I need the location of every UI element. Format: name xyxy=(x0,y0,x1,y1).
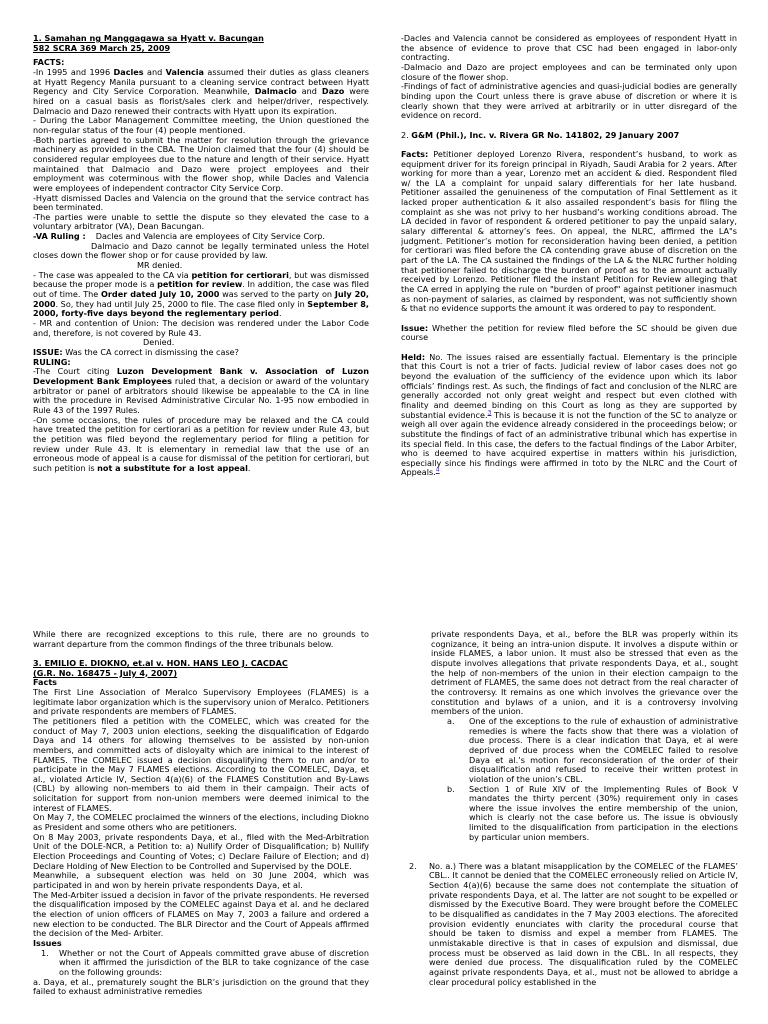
facts-heading: FACTS: xyxy=(33,57,65,68)
facts-paragraph: The Med-Arbiter issued a decision in favor of the private respondents. He reversed the disqualification imposed by the COMELEC against Daya et al. and he declared the election of union officers of FLAMES on May 7, 2003 a failure and ordered a new election to be conducted. The BLR Director and the Court of Appeals affirmed the decision of the Med- Arbiter. xyxy=(33,889,369,939)
ruling-paragraph: -On some occasions, the rules of procedure may be relaxed and the CA could have treated the petition for certiorari as a petition for review under Rule 43, but the petition was filed beyond the reglementary period for filing a petition for review under Rule 43. It is elementary in remedial law that the use of an erroneous mode of appeal is a cause for dismissal of the petition for certiorari, but such petition is not a substitute for a lost appeal. xyxy=(33,414,369,473)
denied-label: Denied. xyxy=(143,337,175,348)
ruling-item-a: a. One of the exceptions to the rule of exhaustion of administrative remedies is where the facts show that there was a violation of due process. There is a clear indication that Daya, et al were deprived of due process when the COMELEC failed to resolve Daya et al.’s motion for reconsideration of the order of their disqualification and refused to receive their written protest in violation of the union’s CBL. xyxy=(447,715,738,784)
case1-title: 1. Samahan ng Manggagawa sa Hyatt v. Bacungan xyxy=(33,34,264,43)
issue-line: ISSUE: Was the CA correct in dismissing the case? xyxy=(33,347,239,357)
facts-paragraph: -Both parties agreed to submit the matter for resolution through the grievance machinery as provided in the CBA. The Union claimed that the four (4) should be considered regular employees due to the nature and length of their service. Hyatt maintained that Dalmacio and Dazo were project employees and their employment was coterminous with the flower shop, while Dacles and Valencia were employees of independent contractor City Service Corp. xyxy=(33,134,369,193)
facts-paragraph: Meanwhile, a subsequent election was held on 30 June 2004, which was participated in and won by herein private respondents Daya, et al. xyxy=(33,870,369,891)
ruling-heading: RULING: xyxy=(33,356,71,367)
case3-title: 3. EMILIO E. DIOKNO, et.al v. HON. HANS LEO J. CACDAC xyxy=(33,657,288,668)
facts-paragraph: - During the Labor Management Committee meeting, the Union questioned the non-regular status of the four (4) people mentioned. xyxy=(33,115,369,135)
case3-ruling-column xyxy=(401,630,738,1024)
ruling-item-2: 2. No. a.) There was a blatant misapplication by the COMELEC of the FLAMES’ CBL.. It cannot be denied that the COMELEC erroneously relied on Article IV, Section 4(a)(6) because the same does not contemplate the situation of private respondents Daya, et al. The latter are not sought to be expelled or dismissed by the Executive Board. They were brought before the COMELEC to be disqualified as candidates in the 7 May 2003 elections. The aforecited provision evidently enunciates with clarity the procedural course that should be taken to dismiss and expel a member from FLAMES. The unmistakable directive is that in cases of expulsion and dismissal, due process must be observed as laid down in the CBL. In all respects, they were denied due process. The disqualification ruled by the COMELEC against private respondents Daya, et al., must not be allowed to abridge a clear procedural policy established in the xyxy=(409,860,738,987)
ruling-paragraph: -Dacles and Valencia cannot be considered as employees of respondent Hyatt in the absence of evidence to prove that CSC had been engaged in labor-only contracting. xyxy=(401,34,737,63)
ruling-paragraph: -Findings of fact of administrative agencies and quasi-judicial bodies are generally binding upon the Court unless there is grave abuse of discretion or where it is clearly shown that they were arrived at arbitrarily or in utter disregard of the evidence on record. xyxy=(401,81,737,121)
footnote-3-link[interactable]: 3 xyxy=(487,408,492,416)
case1-citation: 582 SCRA 369 March 25, 2009 xyxy=(33,42,171,53)
case3-citation: (G.R. No. 168475 - July 4, 2007) xyxy=(33,667,178,678)
issue-item: 1. Whether or not the Court of Appeals committed grave abuse of discretion when it affirmed the jurisdiction of the BLR to take cognizance of the case on the following grounds: xyxy=(41,947,369,977)
footnote-4-link[interactable]: 4 xyxy=(435,466,440,474)
intro-paragraph: While there are recognized exceptions to this rule, there are no grounds to warrant departure from the common findings of the three tribunals below. xyxy=(33,630,369,649)
case2-held: Held: No. The issues raised are essentially factual. Elementary is the principle that this Court is not a trier of facts. Judicial review of labor cases does not go beyond the evaluation of the sufficiency of the evidence upon which its labor officials’ findings rest. As such, the findings of fact and conclusion of the NLRC are generally accorded not only great weight and respect but even clothed with finality and deemed binding on this Court as long as they are supported by substantial evidence.$^3$ This is because it is not the function of the SC to analyze or weigh all over again the evidence already considered in the proceedings below; or substitute the findings of fact of an administrative tribunal which has expertise in its special field. In this case, the defers to the factual findings of the Labor Arbiter, who is deemed to have acquired expertise in matters within his jurisdiction, especially since his findings were affirmed in toto by the NLRC and the Court of Appeals.$^4$ xyxy=(401,351,737,478)
facts-paragraph: The petitioners filed a petition with the COMELEC, which was created for the conduct of May 7, 2003 union elections, seeking the disqualification of Edgardo Daya and 14 others for allowing themselves to be assisted by non-union members, and committed acts of disloyalty which are inimical to the interest of FLAMES. The COMELEC issued a decision disqualifying them to run and/or to participate in the May 7 FLAMES elections. According to the COMELEC, Daya, et al., violated Article IV, Section 4(a)(6) of the FLAMES Constitution and By-Laws (CBL) by allowing non-members to aid them in their campaign. Their acts of solicitation for support from non-union members were deemed inimical to the interest of FLAMES. xyxy=(33,715,369,813)
ruling-item-b: b. Section 1 of Rule XIV of the Implementing Rules of Book V mandates the thirty percent (30%) requirement only in cases where the issue involves the entire membership of the union, which is clearly not the case before us. The issue is obviously limited to the disqualification from participation in the elections by particular union members. xyxy=(447,783,738,842)
facts-paragraph: The First Line Association of Meralco Supervisory Employees (FLAMES) is a legitimate labor organization which is the supervisory union of Meralco. Petitioners and private respondents are members of FLAMES. xyxy=(33,686,369,717)
case2-issue: Issue: Whether the petition for review filed before the SC should be given due course xyxy=(401,322,737,343)
facts-paragraph: -In 1995 and 1996 Dacles and Valencia assumed their duties as glass cleaners at Hyatt Regency Manila pursuant to a cleaning service contract between Hyatt Regency and City Service Corporation. Meanwhile, Dalmacio and Dazo were hired on a casual basis as florist/sales clerk and helper/driver, respectively. Dalmacio and Dazo renewed their contracts with Hyatt upon its expiration. xyxy=(33,66,369,116)
mr-denied: MR denied. xyxy=(137,260,183,271)
case3-column xyxy=(33,630,369,1024)
mr-paragraph: - MR and contention of Union: The decision was rendered under the Labor Code and, therefore, is not covered by Rule 43. xyxy=(33,318,369,338)
facts-paragraph: -The parties were unable to settle the dispute so they elevated the case to a voluntary arbitrator (VA), Dean Bacungan. xyxy=(33,211,369,232)
issue-subitem: a. Daya, et al., prematurely sought the BLR’s jurisdiction on the ground that they failed to exhaust administrative remedies xyxy=(33,976,369,997)
issues-heading: Issues xyxy=(33,937,62,948)
case2-title: 2. G&M (Phil.), Inc. v. Rivera GR No. 141802, 29 January 2007 xyxy=(401,129,680,140)
facts-paragraph: On May 7, the COMELEC proclaimed the winners of the elections, including Diokno as President and some others who are petitioners. xyxy=(33,812,369,833)
facts-paragraph: On 8 May 2003, private respondents Daya, et al., filed with the Med-Arbitration Unit of the DOLE-NCR, a Petition to: a) Nullify Order of Disqualification; b) Nullify Election Proceedings and Counting of Votes; c) Declare Failure of Election; and d) Declare Holding of New Election to be Controlled and Supervised by the DOLE. xyxy=(33,831,369,871)
facts-paragraph: -Hyatt dismissed Dacles and Valencia on the ground that the service contract has been terminated. xyxy=(33,192,369,213)
ruling-paragraph: private respondents Daya, et al., before the BLR was properly within its cognizance, it being an intra-union dispute. It involves a dispute within or inside FLAMES, a labor union. It must also be stressed that even as the dispute involves allegations that private respondents Daya, et al., sought the help of non-members of the union in their election campaign to the detriment of FLAMES, the same does not detract from the real character of the controversy. It remains as one which involves the grievance over the constitution and bylaws of a union, and it is a controversy involving members of the union. xyxy=(431,630,738,717)
facts-heading: Facts xyxy=(33,677,58,688)
va-ruling-cont: Dalmacio and Dazo cannot be legally terminated unless the Hotel closes down the flower shop or for cause provided by law. xyxy=(33,240,369,261)
appeal-paragraph: - The case was appealed to the CA via petition for certiorari, but was dismissed because the proper mode is a petition for review. In addition, the case was filed out of time. The Order dated July 10, 2000 was served to the party on July 20, 2000. So, they had until July 25, 2000 to file. The case filed only in September 8, 2000, forty-five days beyond the reglementary period. xyxy=(33,269,369,319)
case1-column xyxy=(33,34,369,554)
ruling-paragraph: -The Court citing Luzon Development Bank v. Association of Luzon Development Bank Employees ruled that, a decision or award of the voluntary arbitrator or panel of arbitrators should likewise be appealable to the CA in line with the procedure in Revised Administrative Circular No. 1-95 now embodied in Rule 43 of the 1997 Rules. xyxy=(33,366,369,415)
va-ruling: -VA Ruling : Dacles and Valencia are employees of City Service Corp. xyxy=(33,231,325,242)
ruling-paragraph: -Dalmacio and Dazo are project employees and can be terminated only upon closure of the flower shop. xyxy=(401,61,737,82)
case2-facts: Facts: Petitioner deployed Lorenzo Rivera, respondent’s husband, to work as equipment driver for its foreign principal in Riyadh, Saudi Arabia for 2 years. After working for more than a year, Lorenzo met an accident & died. Respondent filed w/ the LA a complaint for unpaid salary differentials for her late husband. Petitioner assailed the genuineness of the computation of Final Settlement as it lacked proper authentication & it also assailed respondent’s basis for filing the complaint as she was not privy to her husband’s working conditions abroad. The LA decided in favor of respondent & ordered petitioner to pay the unpaid salary, salary differental & attorney’s fees. On appeal, the NLRC, affirmed the LA"s judgment. Petitioner’s motion for reconsideration having been denied, a petition for certiorari was filed before the CA contending grave abuse of discretion on the part of the LA. The CA sustained the findings of the LA & the NLRC further holding that petitioner failed to discharge the burden of proof as to the amount actually received by Lorenzo. Petitioner filed the instant Petition for Review alleging that the CA erred in applying the rule on "burden of proof" against petitioner inasmuch as non-payment of salaries, as claimed by respondent, was not sufficiently shown & that no evidence supports the amount it was ordered to pay to respondent. xyxy=(401,148,737,314)
case2-column xyxy=(401,34,737,554)
